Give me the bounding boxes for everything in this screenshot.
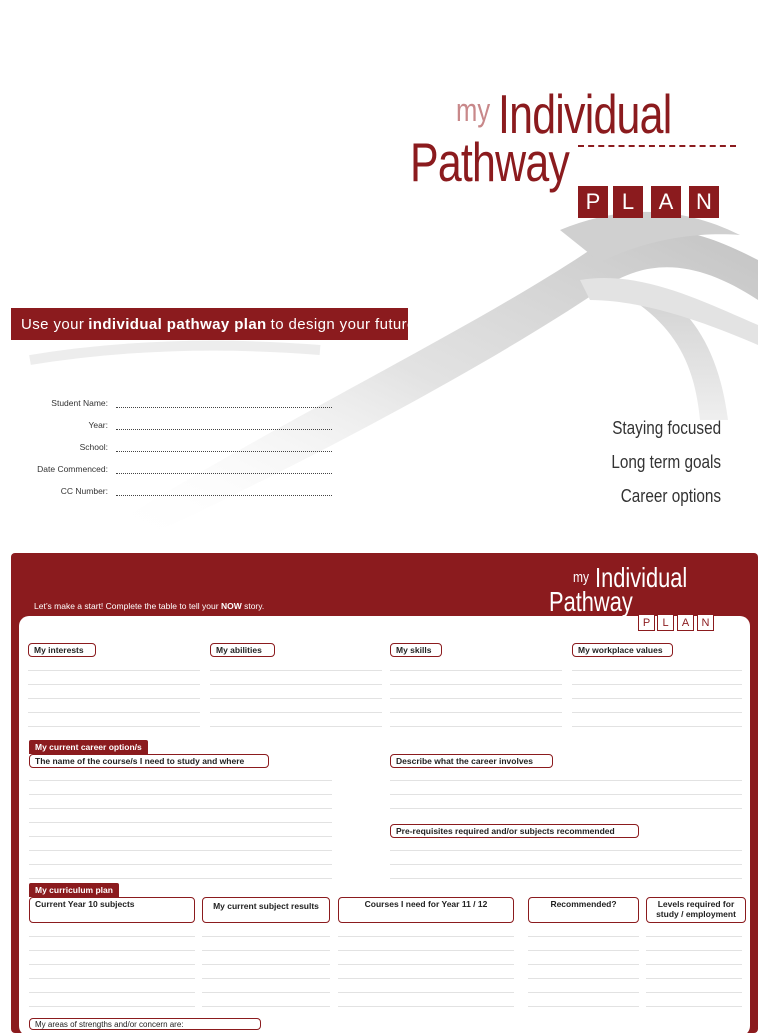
- write-line[interactable]: [646, 992, 742, 993]
- write-line[interactable]: [390, 808, 742, 809]
- write-line[interactable]: [338, 950, 514, 951]
- write-line[interactable]: [210, 726, 382, 727]
- subtitle-banner: [11, 308, 416, 340]
- mini-plan-letter-n: N: [697, 614, 714, 631]
- write-line[interactable]: [390, 670, 562, 671]
- year-label: Year:: [88, 420, 108, 430]
- header-levels-required: Levels required for study / employment: [646, 897, 746, 923]
- write-line[interactable]: [202, 936, 330, 937]
- tagline-staying-focused: Staying focused: [612, 418, 721, 438]
- student-name-field[interactable]: [116, 399, 332, 408]
- write-line[interactable]: [338, 978, 514, 979]
- form-sheet: [19, 616, 750, 1036]
- write-line[interactable]: [528, 936, 639, 937]
- write-line[interactable]: [390, 712, 562, 713]
- write-line[interactable]: [646, 950, 742, 951]
- mini-title-my: my: [573, 569, 589, 586]
- header-my-workplace-values: My workplace values: [572, 643, 673, 657]
- header-current-subject-results: My current subject results: [202, 897, 330, 923]
- header-course-and-where: The name of the course/s I need to study and where: [29, 754, 269, 768]
- write-line[interactable]: [572, 726, 742, 727]
- write-line[interactable]: [29, 992, 195, 993]
- curriculum-section-tag: My curriculum plan: [29, 883, 119, 897]
- mini-plan-letter-p: P: [638, 614, 655, 631]
- plan-letter-l: L: [613, 186, 643, 218]
- write-line[interactable]: [28, 712, 200, 713]
- form-intro: [34, 601, 264, 611]
- write-line[interactable]: [646, 964, 742, 965]
- write-line[interactable]: [29, 936, 195, 937]
- write-line[interactable]: [202, 992, 330, 993]
- write-line[interactable]: [210, 712, 382, 713]
- write-line[interactable]: [528, 992, 639, 993]
- write-line[interactable]: [338, 1006, 514, 1007]
- banner-prefix: Use your: [21, 315, 85, 333]
- write-line[interactable]: [572, 712, 742, 713]
- write-line[interactable]: [646, 978, 742, 979]
- header-my-abilities: My abilities: [210, 643, 275, 657]
- write-line[interactable]: [210, 670, 382, 671]
- write-line[interactable]: [528, 964, 639, 965]
- header-prerequisites: Pre-requisites required and/or subjects recommended: [390, 824, 639, 838]
- write-line[interactable]: [390, 684, 562, 685]
- header-courses-year-11-12: Courses I need for Year 11 / 12: [338, 897, 514, 923]
- header-current-year-10-subjects: Current Year 10 subjects: [29, 897, 195, 923]
- header-strengths-concerns: My areas of strengths and/or concern are:: [29, 1018, 261, 1030]
- header-my-skills: My skills: [390, 643, 442, 657]
- write-line[interactable]: [572, 698, 742, 699]
- date-commenced-field[interactable]: [116, 465, 332, 474]
- cc-number-label: CC Number:: [60, 486, 108, 496]
- write-line[interactable]: [28, 670, 200, 671]
- plan-letter-p: P: [578, 186, 608, 218]
- write-line[interactable]: [646, 1006, 742, 1007]
- mini-plan-letter-l: L: [657, 614, 674, 631]
- mini-title-pathway: Pathway: [549, 586, 633, 617]
- write-line[interactable]: [28, 698, 200, 699]
- write-line[interactable]: [28, 684, 200, 685]
- write-line[interactable]: [528, 1006, 639, 1007]
- write-line[interactable]: [202, 950, 330, 951]
- write-line[interactable]: [572, 670, 742, 671]
- write-line[interactable]: [28, 726, 200, 727]
- write-line[interactable]: [202, 978, 330, 979]
- write-line[interactable]: [29, 794, 332, 795]
- write-line[interactable]: [338, 964, 514, 965]
- write-line[interactable]: [338, 992, 514, 993]
- header-my-interests: My interests: [28, 643, 96, 657]
- write-line[interactable]: [390, 726, 562, 727]
- write-line[interactable]: [29, 808, 332, 809]
- title-dashed-line: [578, 145, 736, 147]
- title-individual: Individual: [498, 83, 672, 145]
- year-field[interactable]: [116, 421, 332, 430]
- tagline-career-options: Career options: [620, 486, 721, 506]
- write-line[interactable]: [646, 936, 742, 937]
- header-recommended: Recommended?: [528, 897, 639, 923]
- plan-letter-n: N: [689, 186, 719, 218]
- form-intro-after: story.: [241, 601, 265, 611]
- write-line[interactable]: [210, 684, 382, 685]
- student-name-label: Student Name:: [51, 398, 108, 408]
- write-line[interactable]: [390, 698, 562, 699]
- career-section-tag: My current career option/s: [29, 740, 148, 754]
- form-intro-bold: NOW: [220, 601, 242, 611]
- title-pathway: Pathway: [410, 131, 570, 193]
- write-line[interactable]: [29, 964, 195, 965]
- write-line[interactable]: [29, 978, 195, 979]
- header-describe-career: Describe what the career involves: [390, 754, 553, 768]
- write-line[interactable]: [338, 936, 514, 937]
- write-line[interactable]: [29, 850, 332, 851]
- form-intro-before: Let’s make a start! Complete the table to tell your: [34, 601, 221, 611]
- school-field[interactable]: [116, 443, 332, 452]
- write-line[interactable]: [390, 864, 742, 865]
- write-line[interactable]: [29, 950, 195, 951]
- title-my: my: [456, 92, 491, 128]
- plan-letter-a: A: [651, 186, 681, 218]
- write-line[interactable]: [29, 822, 332, 823]
- school-label: School:: [79, 442, 108, 452]
- date-commenced-label: Date Commenced:: [37, 464, 108, 474]
- write-line[interactable]: [210, 698, 382, 699]
- write-line[interactable]: [390, 878, 742, 879]
- write-line[interactable]: [29, 864, 332, 865]
- write-line[interactable]: [528, 978, 639, 979]
- write-line[interactable]: [202, 1006, 330, 1007]
- tagline-long-term-goals: Long term goals: [611, 452, 721, 472]
- cc-number-field[interactable]: [116, 487, 332, 496]
- write-line[interactable]: [390, 850, 742, 851]
- write-line[interactable]: [390, 780, 742, 781]
- banner-bold: individual pathway plan: [88, 315, 267, 333]
- mini-plan-letter-a: A: [677, 614, 694, 631]
- write-line[interactable]: [29, 1006, 195, 1007]
- write-line[interactable]: [390, 794, 742, 795]
- write-line[interactable]: [29, 780, 332, 781]
- write-line[interactable]: [528, 950, 639, 951]
- write-line[interactable]: [202, 964, 330, 965]
- write-line[interactable]: [29, 836, 332, 837]
- mini-title-individual: Individual: [595, 562, 688, 593]
- write-line[interactable]: [572, 684, 742, 685]
- write-line[interactable]: [29, 878, 332, 879]
- banner-suffix: to design your future: [270, 315, 416, 333]
